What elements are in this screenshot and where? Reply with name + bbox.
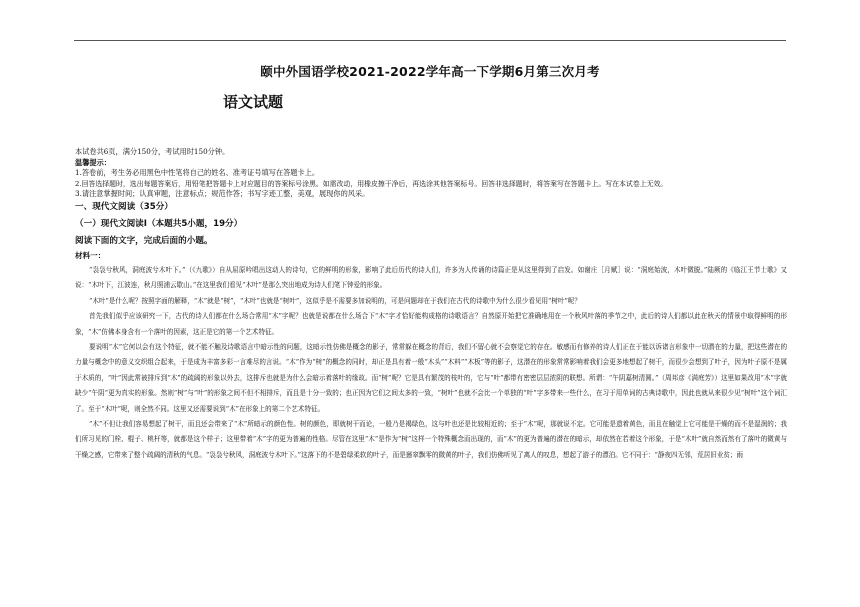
notice-heading: 温馨提示： [75,157,111,167]
top-rule [74,40,786,41]
notice-item-3: 3.请注意掌握时间；认真审题，注意标点；规范作答；书写字迹工整，美观，展现你的风采。 [75,189,370,199]
paragraph-3: 首先我们似乎应该研究一下，古代的诗人们都在什么场合常用“木”字呢？也就是说都在什么场合下“木”字才恰好能构成格的诗歌语言？自然原开始把它准确地用在一个秋风叶落的季节之中，此后的诗人们都以此在秋天的情景中取得鲜明的形象，“木”仿佛本身含有一个落叶的因素，这正是它的第一个艺术特征。 [75,312,787,336]
notice-item-2: 2.回答选择题时，选出每题答案后，用铅笔把答题卡上对应题目的答案标号涂黑。如需改动，用橡皮擦干净后，再选涂其他答案标号。回答非选择题时，将答案写在答题卡上。写在本试卷上无效。 [75,179,668,188]
paragraph-5: “木”不但让我们容易想起了树干，而且还会带来了“木”所暗示的颜色性。树的颜色，即就树干而论，一般乃是褐绿色，这与叶也还是比较相近的；至于“木”呢，那就说不定。它可能是遗着黄色，而且在触觉上它可能是干燥的而不是湿润的；我们所习见的门栓、棍子、桃杆等，就都是这个样子；这里带着“木”字的更为普遍的性格。尽管在这里“木”是作为“树”这样一个特殊概念而出现的，而“木”的更为普遍的潜在的暗示，却依然在若着这个形象，于是“木叶”就自然而然有了落叶的微黄与干燥之感，它带来了整个疏阔的清秋的气息。“袅袅兮秋风，洞庭波兮木叶下。”这落下的不是碧绿柔软的叶子，而是窸窣飘零的微黄的叶子，我们仿佛听见了离人的叹息，想起了游子的漂泊。它不同于：“静夜四无邻，荒居旧业贫；雨 [75,420,787,459]
part-title: 一、现代文阅读（35分） [75,201,173,212]
instruction: 阅读下面的文字，完成后面的小题。 [75,235,213,246]
paragraph-4: 要说明“木”它何以会有这个特征，就不能不触及诗歌语言中暗示性的问题，这暗示性仿佛是概念的影子，常常躲在概念的背后，我们不留心就不会察觉它的存在。敏感而有修养的诗人们正在于能以诉诸言形象中一切潜在的力量，把这些潜在的力量与概念中的意义交织组合起来，于是成为丰富多彩一言难尽的言说。“木”作为“树”的概念的同时，却正是具有着一般“木头”“木料”“木板”等的影子，这潜在的形象常常影响着我们会更多地想起了树干，而很少会想到了叶子，因为叶子原不是属于木质的，“叶”因此常被排斥到“木”的疏阔的形象以外去，这排斥也就是为什么会暗示着落叶的缘故。而“树”呢？它是具有繁茂的枝叶的，它与“叶”都带有密密层层浓阴的联想。所谓：“午阴嘉树清圆。”（周邦彦《满庭芳》）这里如果改用“木”字就缺少“午阴”更为真实的形象。然则“树”与“叶”的形象之间不但不相排斥，而且是十分一致的；也正因为它们之间太多的一致，“树叶”也就不会比一个单独的“叶”字多带来一些什么，在习于用单词的古典诗歌中，因此也就从来很少见“树叶”这个词汇了。至于“木叶”呢，则全然不同。这里又还需要说到“木”在形象上的第二个艺术特征。 [75,343,787,413]
exam-content [75,147,787,463]
material-label: 材料一： [75,250,106,260]
notice-intro: 本试卷共6页，满分150分，考试用时150分钟。 [75,147,230,156]
sub-title: （一）现代文阅读Ⅰ（本题共5小题，19分） [75,218,243,229]
subject-title: 语文试题 [223,93,284,111]
notice-item-1: 1.答卷前，考生务必用黑色中性笔将自己的姓名、准考证号填写在答题卡上。 [75,168,320,178]
paragraph-2: “木叶”是什么呢？按照字面的解释，“木”就是“树”，“木叶”也就是“树叶”，这似乎是不需要多加说明的，可是问题却在于我们在古代的诗歌中为什么很少看见用“树叶”呢？ [89,296,581,305]
paragraph-1: “袅袅兮秋风，洞庭波兮木叶下。”（《九歌》）自从屈原吟唱出这动人的诗句，它的鲜明的形象，影响了此后历代的诗人们，许多为人传诵的诗篇正是从这里得到了启发。如谢庄［月赋］说：“洞庭始波，木叶微脱。”陆厥的《临江王节士歌》又说：“木叶下，江波连，秋月照浦云歇山。”在这里我们看见“木叶”是那么突出地成为诗人们笔下钟爱的形象。 [75,265,787,290]
exam-title: 颐中外国语学校2021-2022学年高一下学期6月第三次月考 [260,64,600,79]
